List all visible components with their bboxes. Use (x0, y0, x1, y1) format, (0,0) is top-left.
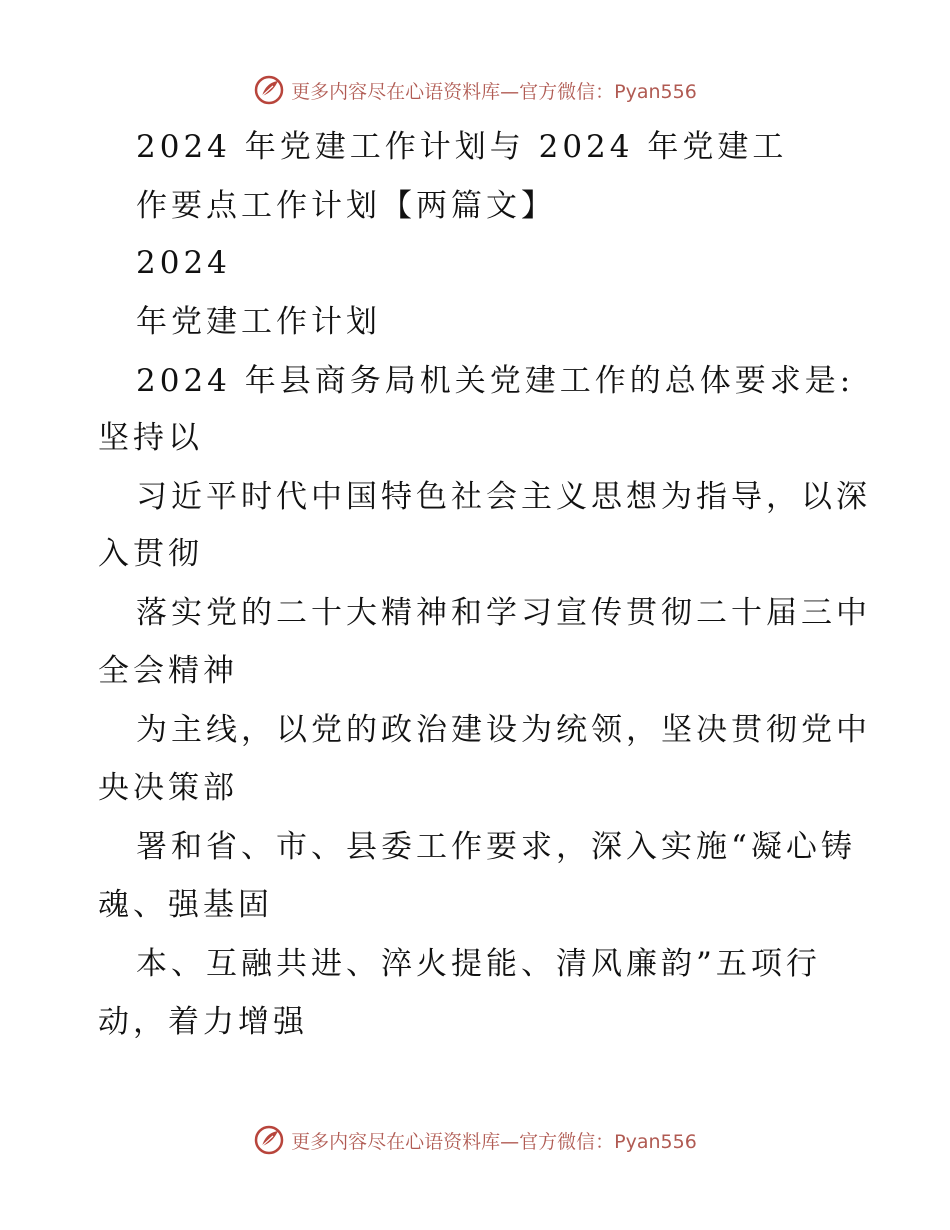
section-heading-title: 年党建工作计划 (136, 304, 381, 340)
section-heading-year: 2024 (136, 245, 231, 281)
body-line: 坚持以 (98, 420, 203, 456)
watermark-wechat-id: Pyan556 (614, 80, 697, 103)
body-line: 入贯彻 (98, 536, 203, 572)
watermark-text (291, 77, 697, 104)
body-line: 署和省、市、县委工作要求，深入实施“凝心铸 (136, 829, 856, 865)
body-line: 全会精神 (98, 653, 238, 689)
document-title-line-1: 2024 年党建工作计划与 2024 年党建工 (136, 129, 788, 165)
body-line: 习近平时代中国特色社会主义思想为指导，以深 (136, 479, 871, 515)
watermark-label: 更多内容尽在心语资料库—官方微信： (291, 80, 615, 103)
watermark-banner-top (0, 70, 950, 110)
body-line: 落实党的二十大精神和学习宣传贯彻二十届三中 (136, 595, 871, 631)
body-line: 为主线，以党的政治建设为统领，坚决贯彻党中 (136, 712, 871, 748)
body-line: 动，着力增强 (98, 1004, 308, 1040)
body-line: 本、互融共进、淬火提能、清风廉韵”五项行 (136, 946, 821, 982)
body-line: 央决策部 (98, 770, 238, 806)
red-leaf-logo-icon (253, 74, 285, 106)
watermark-wechat-id: Pyan556 (614, 1130, 697, 1153)
document-title-line-2: 作要点工作计划【两篇文】 (136, 188, 556, 224)
body-line: 魂、强基固 (98, 887, 273, 923)
watermark-banner-bottom (0, 1120, 950, 1160)
watermark-label: 更多内容尽在心语资料库—官方微信： (291, 1130, 615, 1153)
red-leaf-logo-icon (253, 1124, 285, 1156)
watermark-text (291, 1127, 697, 1154)
body-line: 2024 年县商务局机关党建工作的总体要求是: (136, 363, 855, 399)
